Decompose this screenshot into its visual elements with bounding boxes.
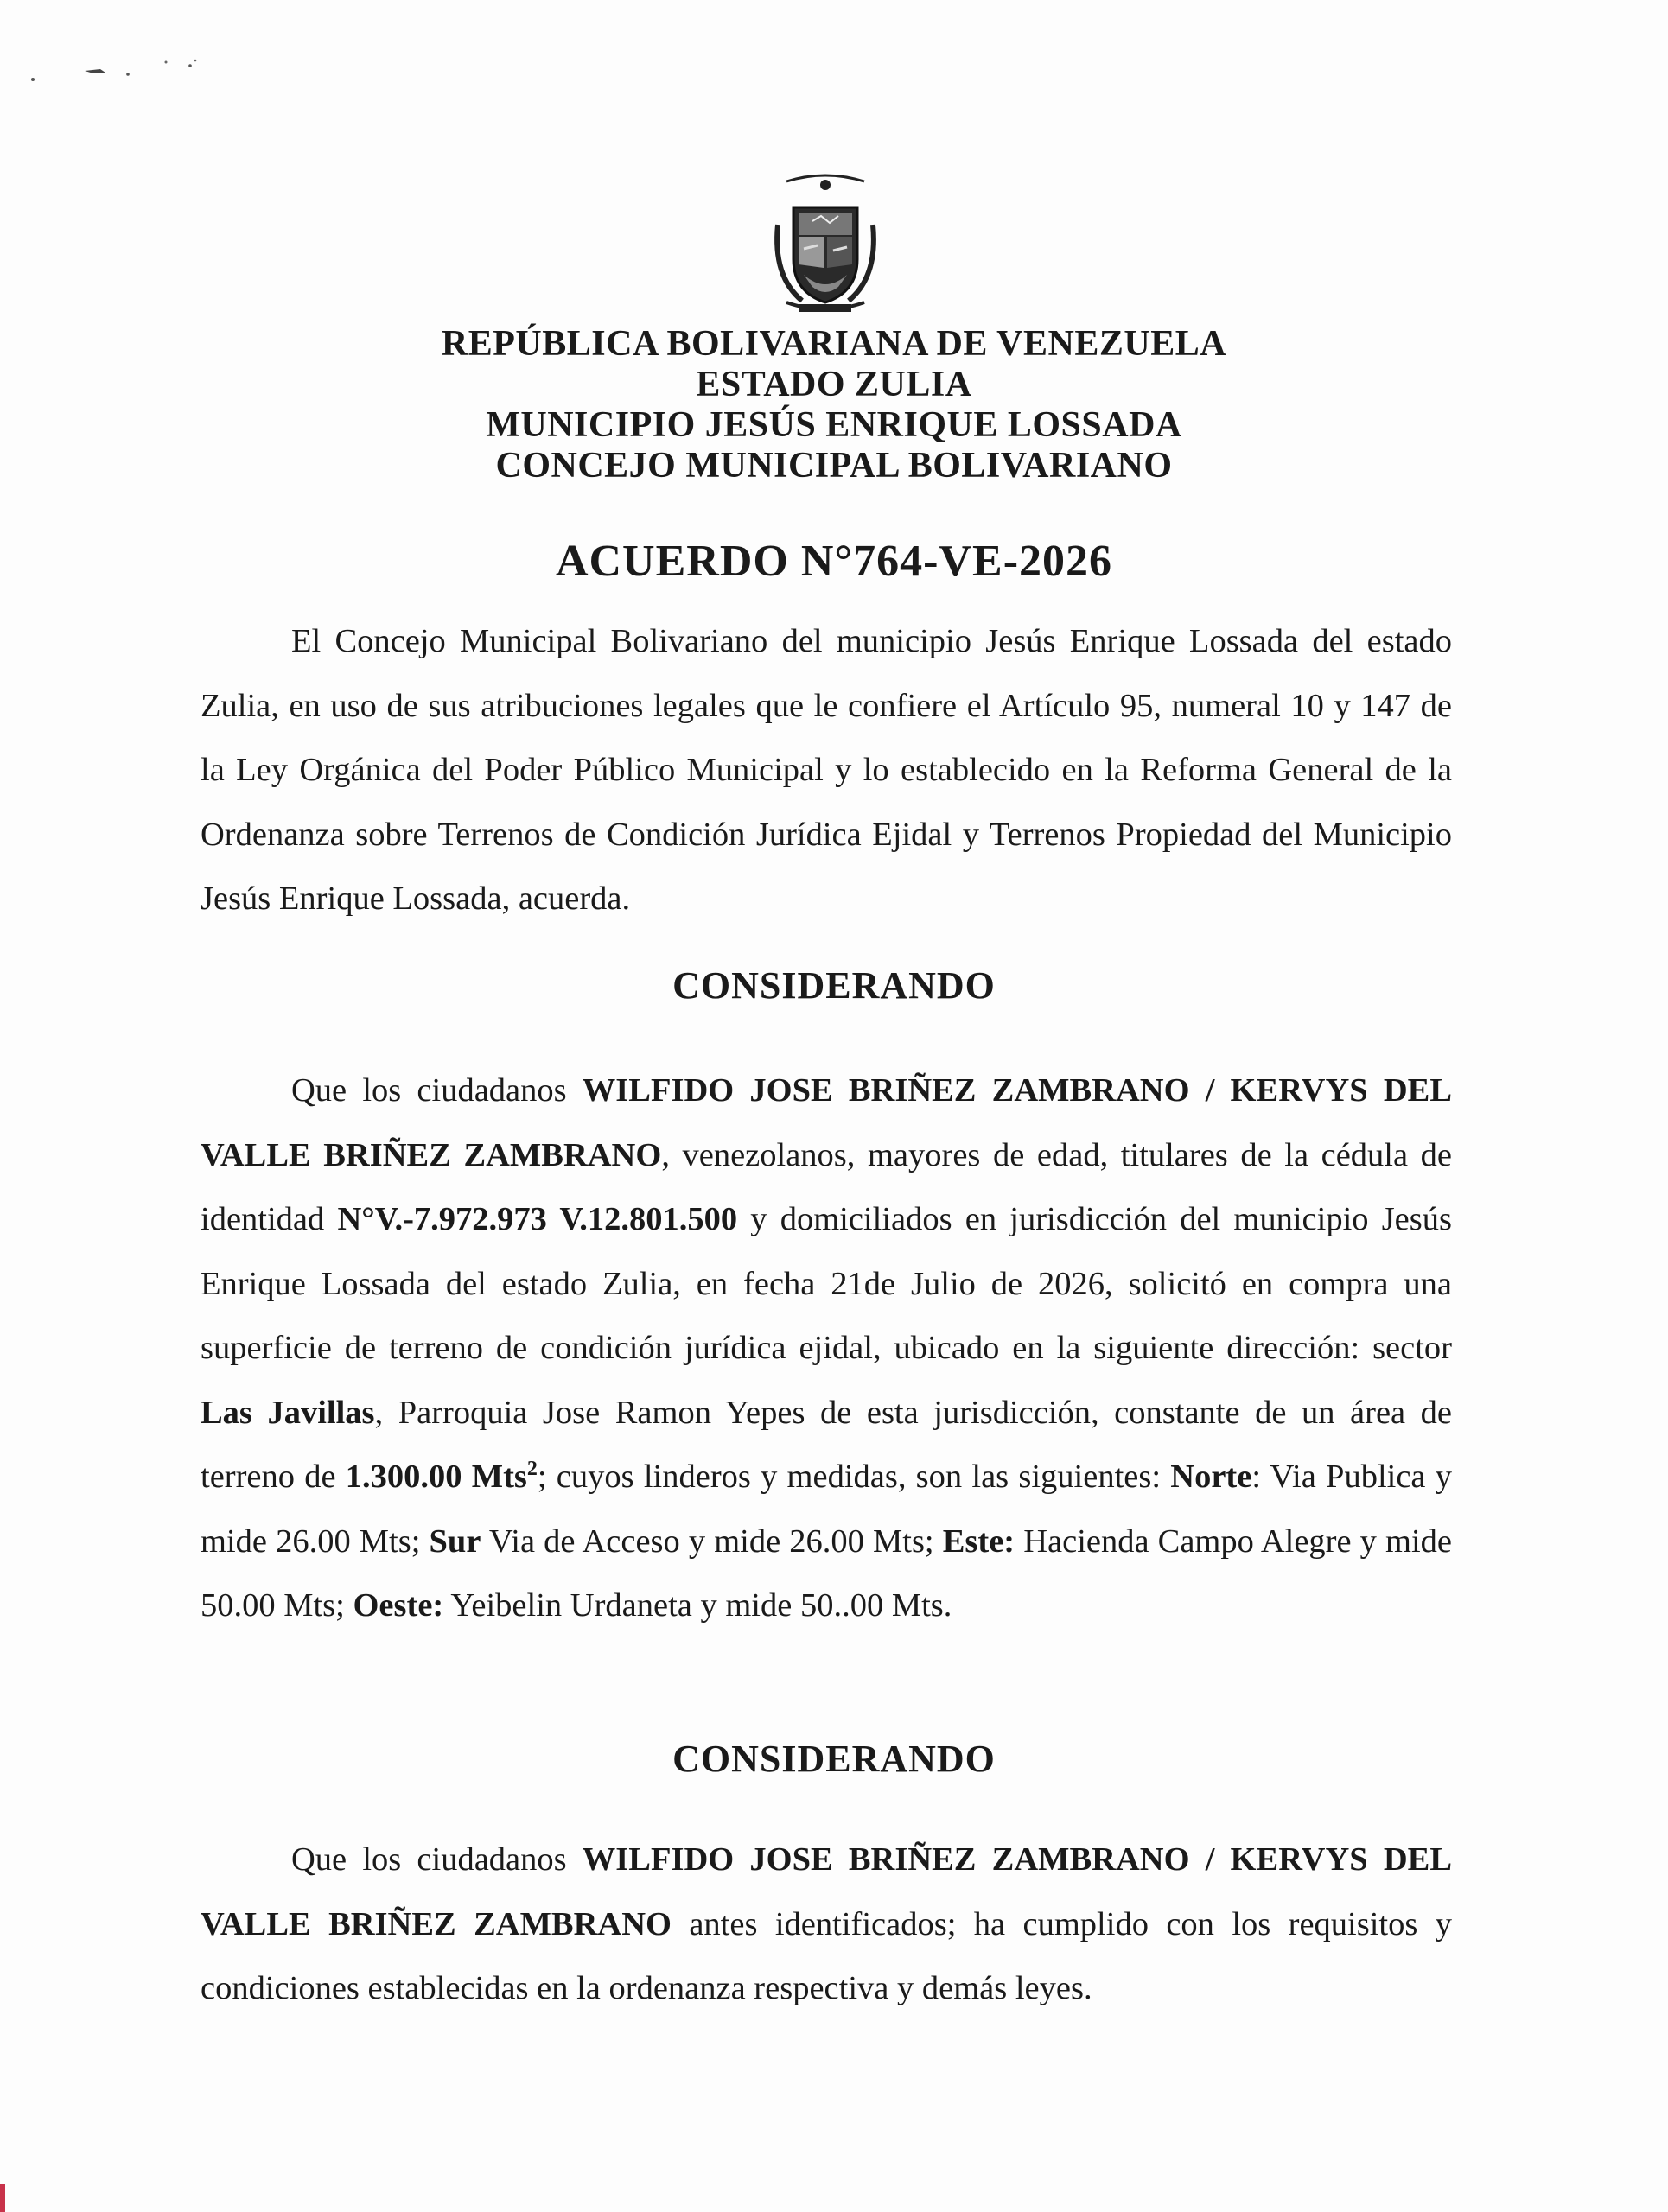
agreement-title: ACUERDO N°764-VE-2026 <box>555 537 1113 586</box>
c1-area: 1.300.00 Mts <box>345 1459 527 1495</box>
c1-text-5: ; cuyos linderos y medidas, son las siguientes: <box>537 1459 1171 1495</box>
header-line-municipality: MUNICIPIO JESÚS ENRIQUE LOSSADA <box>486 405 1182 445</box>
c1-text-9: Yeibelin Urdaneta y mide 50..00 Mts. <box>443 1587 952 1624</box>
c1-sector: Las Javillas <box>201 1394 375 1431</box>
c2-text-1: Que los ciudadanos <box>291 1841 583 1878</box>
c1-id-numbers: N°V.-7.972.973 V.12.801.500 <box>337 1201 738 1237</box>
c1-area-superscript: 2 <box>526 1458 538 1481</box>
c1-text-2: , venezolanos, mayores de edad, titulares de la cédula de identidad <box>201 1136 1452 1237</box>
considerando-paragraph-1 <box>201 1058 1452 1638</box>
c2-citizen-names: WILFIDO JOSE BRIÑEZ ZAMBRANO / KERVYS DEL VALLE BRIÑEZ ZAMBRANO <box>201 1841 1452 1942</box>
institution-header <box>0 324 1668 486</box>
coat-of-arms-seal <box>761 173 890 320</box>
c1-oeste-label: Oeste: <box>353 1587 444 1624</box>
c1-text-7: Via de Acceso y mide 26.00 Mts; <box>481 1522 943 1560</box>
considerando-heading-2: CONSIDERANDO <box>672 1738 996 1780</box>
considerando-paragraph-2 <box>201 1827 1452 2021</box>
intro-paragraph <box>201 609 1452 931</box>
c1-text-6: : Via Publica y mide 26.00 Mts; <box>201 1459 1452 1560</box>
considerando-heading-1: CONSIDERANDO <box>672 964 996 1007</box>
c2-text-2: antes identificados; ha cumplido con los requisitos y condiciones establecidas en la ordenanza respectiva y demás leyes. <box>201 1905 1452 2006</box>
c1-sur-label: Sur <box>429 1522 481 1560</box>
c1-text-8: Hacienda Campo Alegre y mide 50.00 Mts; <box>201 1522 1453 1624</box>
header-line-state: ESTADO ZULIA <box>696 365 972 404</box>
header-line-republic: REPÚBLICA BOLIVARIANA DE VENEZUELA <box>441 324 1227 364</box>
header-line-council: CONCEJO MUNICIPAL BOLIVARIANO <box>495 446 1173 486</box>
c1-este-label: Este: <box>942 1522 1015 1560</box>
intro-text: El Concejo Municipal Bolivariano del municipio Jesús Enrique Lossada del estado Zulia, en uso de sus atribuciones legales que le confiere el Artículo 95, numeral 10 y 147 de la Ley Orgánica del Poder Público Municipal y lo establecido en la Reforma General de la Ordenanza sobre Terrenos de Condición Jurídica Ejidal y Terrenos Propiedad del Municipio Jesús Enrique Lossada, acuerda. <box>201 623 1452 917</box>
c1-citizen-names: WILFIDO JOSE BRIÑEZ ZAMBRANO / KERVYS DEL VALLE BRIÑEZ ZAMBRANO <box>201 1072 1452 1173</box>
c1-text-4: , Parroquia Jose Ramon Yepes de esta jurisdicción, constante de un área de terreno de <box>201 1394 1452 1495</box>
page-edge-mark <box>0 2184 5 2212</box>
scan-specks <box>26 52 216 86</box>
c1-norte-label: Norte <box>1170 1459 1252 1495</box>
c1-text-1: Que los ciudadanos <box>291 1072 583 1109</box>
c1-text-3: y domiciliados en jurisdicción del municipio Jesús Enrique Lossada del estado Zulia, en fecha 21de Julio de 2026, solicitó en compra una superficie de terreno de condición jurídica ejidal, ubicado en la siguiente dirección: sector <box>201 1201 1452 1366</box>
